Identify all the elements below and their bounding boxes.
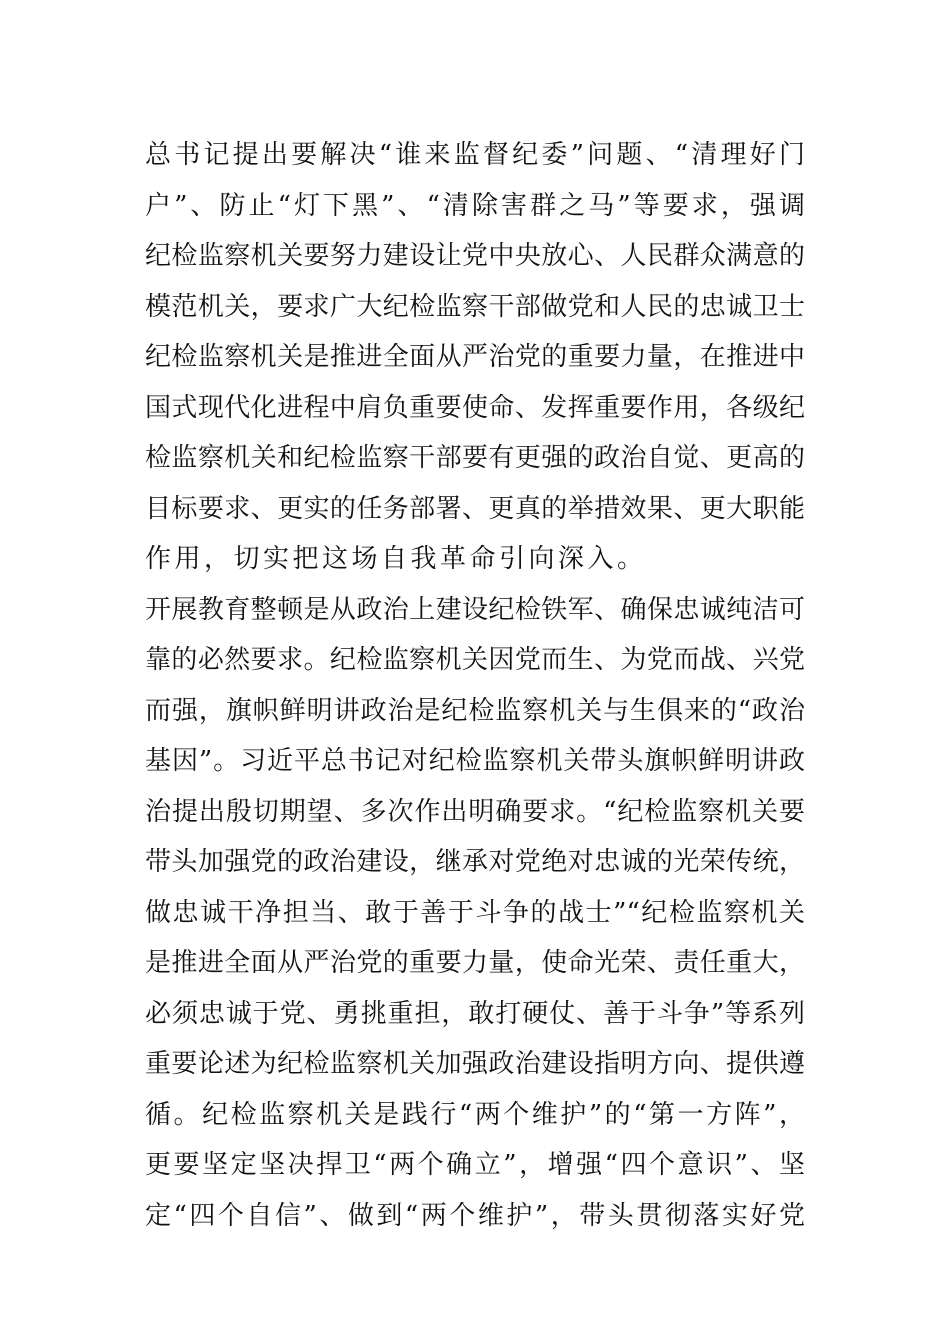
text-line: 检监察机关和纪检监察干部要有更强的政治自觉、更高的 bbox=[145, 443, 805, 473]
text-line: 做忠诚干净担当、敢于善于斗争的战士”“纪检监察机关 bbox=[145, 897, 805, 928]
text-line: 纪检监察机关是推进全面从严治党的重要力量，在推进中 bbox=[145, 342, 805, 372]
text-line: 目标要求、更实的任务部署、更真的举措效果、更大职能 bbox=[145, 493, 805, 524]
text-line: 而强，旗帜鲜明讲政治是纪检监察机关与生俱来的“政治 bbox=[145, 695, 805, 726]
text-line: 更要坚定坚决捍卫“两个确立”，增强“四个意识”、坚 bbox=[145, 1150, 805, 1180]
text-line: 治提出殷切期望、多次作出明确要求。“纪检监察机关要 bbox=[145, 796, 805, 827]
text-line: 国式现代化进程中肩负重要使命、发挥重要作用，各级纪 bbox=[145, 392, 805, 423]
text-line: 定“四个自信”、做到“两个维护”，带头贯彻落实好党 bbox=[145, 1200, 805, 1231]
text-line: 模范机关，要求广大纪检监察干部做党和人民的忠诚卫士 bbox=[145, 291, 805, 322]
text-line-paragraph-end: 作用，切实把这场自我革命引向深入。 bbox=[145, 544, 647, 574]
text-line: 重要论述为纪检监察机关加强政治建设指明方向、提供遵 bbox=[145, 1049, 805, 1079]
text-line: 户”、防止“灯下黑”、“清除害群之马”等要求，强调 bbox=[145, 190, 805, 221]
text-line: 是推进全面从严治党的重要力量，使命光荣、责任重大， bbox=[145, 948, 805, 978]
text-line: 纪检监察机关要努力建设让党中央放心、人民群众满意的 bbox=[145, 241, 805, 271]
text-line: 循。纪检监察机关是践行“两个维护”的“第一方阵”， bbox=[145, 1099, 805, 1130]
text-line: 靠的必然要求。纪检监察机关因党而生、为党而战、兴党 bbox=[145, 645, 805, 675]
text-line: 必须忠诚于党、勇挑重担，敢打硬仗、善于斗争”等系列 bbox=[145, 998, 805, 1029]
text-line: 带头加强党的政治建设，继承对党绝对忠诚的光荣传统， bbox=[145, 847, 805, 877]
body-text bbox=[145, 130, 805, 1241]
text-line: 开展教育整顿是从政治上建设纪检铁军、确保忠诚纯洁可 bbox=[145, 594, 805, 625]
text-line: 总书记提出要解决“谁来监督纪委”问题、“清理好门 bbox=[145, 140, 805, 170]
text-line: 基因”。习近平总书记对纪检监察机关带头旗帜鲜明讲政 bbox=[145, 746, 805, 776]
